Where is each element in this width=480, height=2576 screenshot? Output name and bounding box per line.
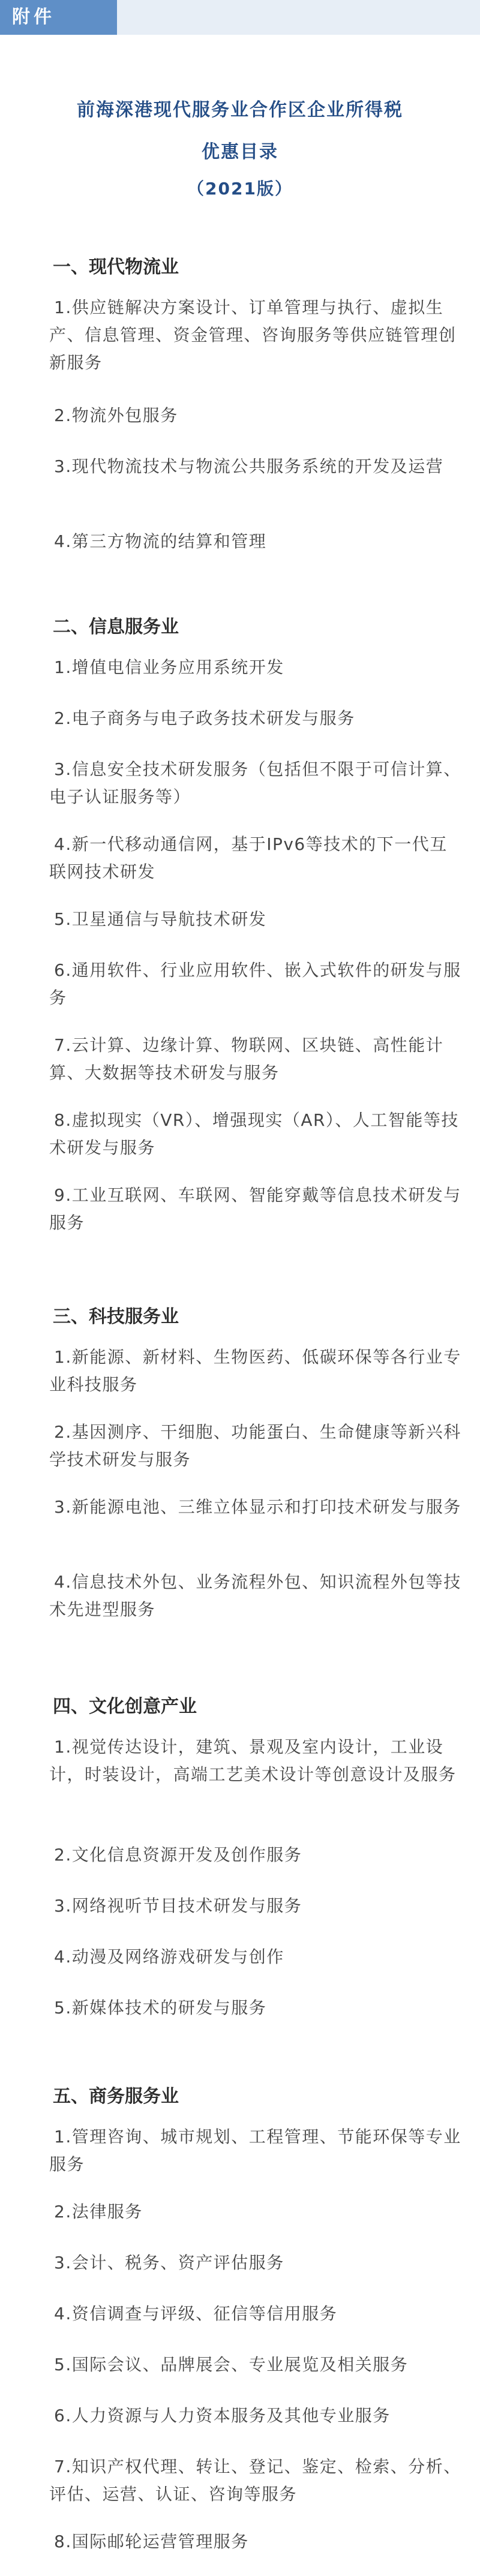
header-tag-label: 附件 xyxy=(12,7,55,28)
list-item: 2.法律服务 xyxy=(54,2202,143,2222)
list-item: 5.卫星通信与导航技术研发 xyxy=(54,909,267,929)
section-heading: 四、文化创意产业 xyxy=(53,1696,197,1717)
list-item: 6.通用软件、行业应用软件、嵌入式软件的研发与服务 xyxy=(49,960,461,1008)
section-heading: 一、现代物流业 xyxy=(53,257,179,278)
list-item: 2.文化信息资源开发及创作服务 xyxy=(54,1845,302,1865)
list-item: 6.人力资源与人力资本服务及其他专业服务 xyxy=(54,2406,391,2425)
list-item: 3.会计、税务、资产评估服务 xyxy=(54,2253,284,2273)
list-item: 4.资信调查与评级、征信等信用服务 xyxy=(54,2304,338,2323)
header-tag xyxy=(0,0,117,35)
document-title-version: （2021版） xyxy=(187,179,293,199)
list-item: 1.供应链解决方案设计、订单管理与执行、虚拟生产、信息管理、资金管理、咨询服务等供应链管理创新服务 xyxy=(49,297,457,372)
list-item: 1.管理咨询、城市规划、工程管理、节能环保等专业服务 xyxy=(49,2127,461,2174)
section-heading: 三、科技服务业 xyxy=(53,1306,179,1327)
list-item: 4.信息技术外包、业务流程外包、知识流程外包等技术先进型服务 xyxy=(49,1572,461,1619)
list-item: 7.云计算、边缘计算、物联网、区块链、高性能计算、大数据等技术研发与服务 xyxy=(49,1035,444,1083)
list-item: 8.虚拟现实（VR）、增强现实（AR）、人工智能等技术研发与服务 xyxy=(49,1110,459,1158)
list-item: 5.新媒体技术的研发与服务 xyxy=(54,1998,267,2018)
list-item: 1.视觉传达设计，建筑、景观及室内设计，工业设计，时装设计，高端工艺美术设计等创意设计及服务 xyxy=(49,1737,457,1784)
list-item: 2.电子商务与电子政务技术研发与服务 xyxy=(54,708,355,728)
list-item: 7.知识产权代理、转让、登记、鉴定、检索、分析、评估、运营、认证、咨询等服务 xyxy=(49,2457,461,2504)
list-item: 4.动漫及网络游戏研发与创作 xyxy=(54,1947,284,1967)
list-item: 3.现代物流技术与物流公共服务系统的开发及运营 xyxy=(54,456,444,476)
section-heading: 五、商务服务业 xyxy=(53,2086,179,2107)
list-item: 5.国际会议、品牌展会、专业展览及相关服务 xyxy=(54,2355,409,2374)
document-title-line-2: 优惠目录 xyxy=(202,142,278,163)
list-item: 3.网络视听节目技术研发与服务 xyxy=(54,1896,302,1916)
section-heading: 二、信息服务业 xyxy=(53,617,179,638)
list-item: 4.新一代移动通信网，基于IPv6等技术的下一代互联网技术研发 xyxy=(49,834,448,882)
list-item: 2.基因测序、干细胞、功能蛋白、生命健康等新兴科学技术研发与服务 xyxy=(49,1422,461,1469)
list-item: 8.国际邮轮运营管理服务 xyxy=(54,2532,249,2551)
list-item: 3.信息安全技术研发服务（包括但不限于可信计算、电子认证服务等） xyxy=(49,759,461,807)
list-item: 9.工业互联网、车联网、智能穿戴等信息技术研发与服务 xyxy=(49,1185,461,1233)
list-item: 1.增值电信业务应用系统开发 xyxy=(54,657,284,677)
list-item: 1.新能源、新材料、生物医药、低碳环保等各行业专业科技服务 xyxy=(49,1347,461,1394)
list-item: 2.物流外包服务 xyxy=(54,405,178,425)
document-title-line-1: 前海深港现代服务业合作区企业所得税 xyxy=(77,100,403,121)
list-item: 4.第三方物流的结算和管理 xyxy=(54,531,267,551)
list-item: 3.新能源电池、三维立体显示和打印技术研发与服务 xyxy=(54,1497,461,1517)
